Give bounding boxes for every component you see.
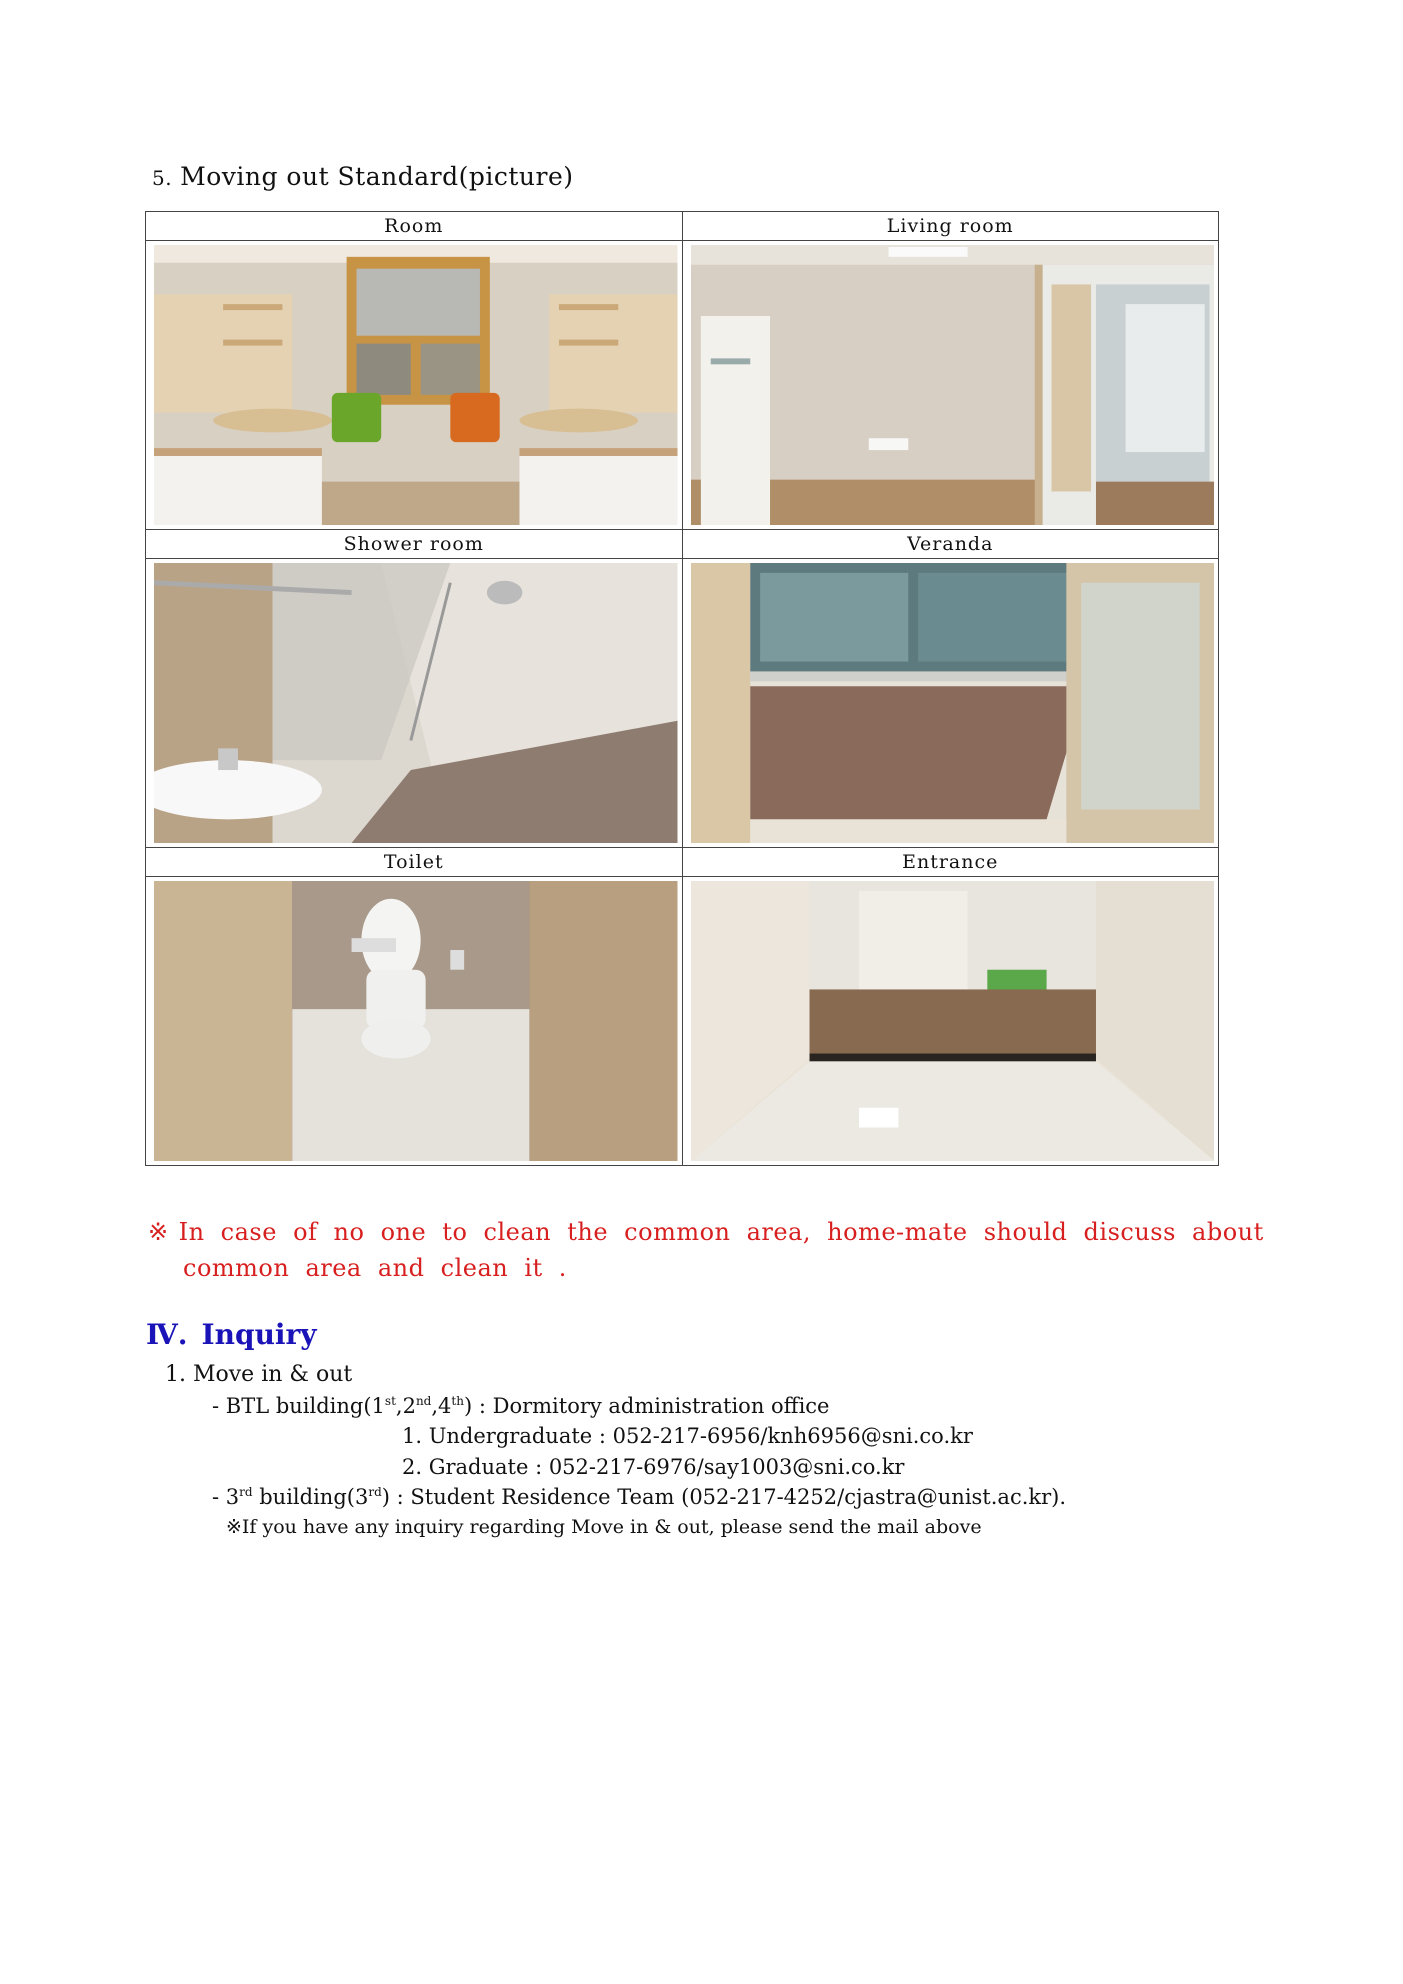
graduate-contact: 2. Graduate : 052-217-6976/say1003@sni.co.kr (402, 1455, 905, 1479)
section-number: 5. (152, 166, 173, 190)
caption-shower-room: Shower room (146, 530, 683, 559)
inquiry-item-move-in-out: 1. Move in & out (165, 1362, 353, 1387)
entrance-photo (682, 877, 1219, 1166)
living-room-photo (682, 241, 1219, 530)
section-title: Moving out Standard(picture) (180, 162, 574, 191)
caption-entrance: Entrance (682, 848, 1219, 877)
btl-building-line: - BTL building(1st,2nd,4th) : Dormitory administration office (212, 1394, 830, 1418)
note-line-1: In case of no one to clean the common area, home-mate should discuss about (178, 1218, 1264, 1246)
caption-toilet: Toilet (146, 848, 683, 877)
section-title: Inquiry (201, 1318, 317, 1351)
room-photo (146, 241, 683, 530)
caption-veranda: Veranda (682, 530, 1219, 559)
section-roman-numeral: Ⅳ. (146, 1318, 188, 1351)
caption-room: Room (146, 212, 683, 241)
common-area-note (148, 1214, 1268, 1286)
undergraduate-contact: 1. Undergraduate : 052-217-6956/knh6956@sni.co.kr (402, 1424, 973, 1448)
third-building-line: - 3rd building(3rd) : Student Residence Team (052-217-4252/cjastra@unist.ac.kr). (212, 1485, 1067, 1509)
moving-out-photo-table (145, 211, 1219, 1166)
note-line-2: common area and clean it . (183, 1254, 567, 1282)
shower-room-photo (146, 559, 683, 848)
section-4-heading (146, 1318, 317, 1351)
veranda-photo (682, 559, 1219, 848)
caption-living-room: Living room (682, 212, 1219, 241)
section-5-heading (152, 162, 574, 191)
reference-mark: ※ (148, 1218, 169, 1246)
toilet-photo (146, 877, 683, 1166)
mail-note: ※If you have any inquiry regarding Move in & out, please send the mail above (226, 1516, 982, 1538)
